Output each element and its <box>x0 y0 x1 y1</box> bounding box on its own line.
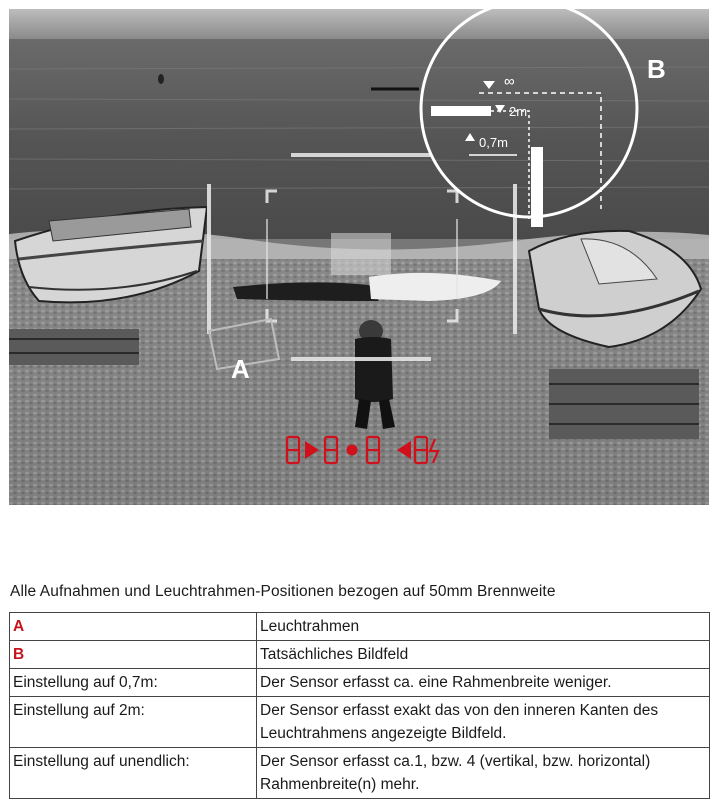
legend-value-infinity: Der Sensor erfasst ca.1, bzw. 4 (vertikal, bzw. horizontal) Rahmenbreite(n) mehr. <box>257 748 710 799</box>
table-row <box>10 613 710 641</box>
legend-value-2m: Der Sensor erfasst exakt das von den inneren Kanten des Leuchtrahmens angezeigte Bildfeld. <box>257 697 710 748</box>
two-meter-label: 2m <box>509 104 528 119</box>
table-row <box>10 697 710 748</box>
legend-value-07m: Der Sensor erfasst ca. eine Rahmenbreite weniger. <box>257 669 710 697</box>
table-row <box>10 748 710 799</box>
legend-key-07m: Einstellung auf 0,7m: <box>10 669 257 697</box>
beach-scene <box>9 9 709 505</box>
buoy <box>158 74 164 84</box>
table-row <box>10 641 710 669</box>
sky <box>9 9 709 39</box>
legend-table <box>9 612 710 799</box>
legend-value-b: Tatsächliches Bildfeld <box>257 641 710 669</box>
marker-b: B <box>647 54 666 84</box>
rangefinder-patch <box>331 233 391 275</box>
legend-key-2m: Einstellung auf 2m: <box>10 697 257 748</box>
caption: Alle Aufnahmen und Leuchtrahmen-Positionen bezogen auf 50mm Brennweite <box>10 583 556 600</box>
zero-seven-meter-label: 0,7m <box>479 135 508 150</box>
legend-value-a: Leuchtrahmen <box>257 613 710 641</box>
legend-key-b: B <box>10 641 257 669</box>
infinity-label: ∞ <box>504 73 515 90</box>
legend-key-a: A <box>10 613 257 641</box>
legend-key-infinity: Einstellung auf unendlich: <box>10 748 257 799</box>
marker-a: A <box>231 354 250 384</box>
viewfinder-photo <box>9 9 709 505</box>
table-row <box>10 669 710 697</box>
